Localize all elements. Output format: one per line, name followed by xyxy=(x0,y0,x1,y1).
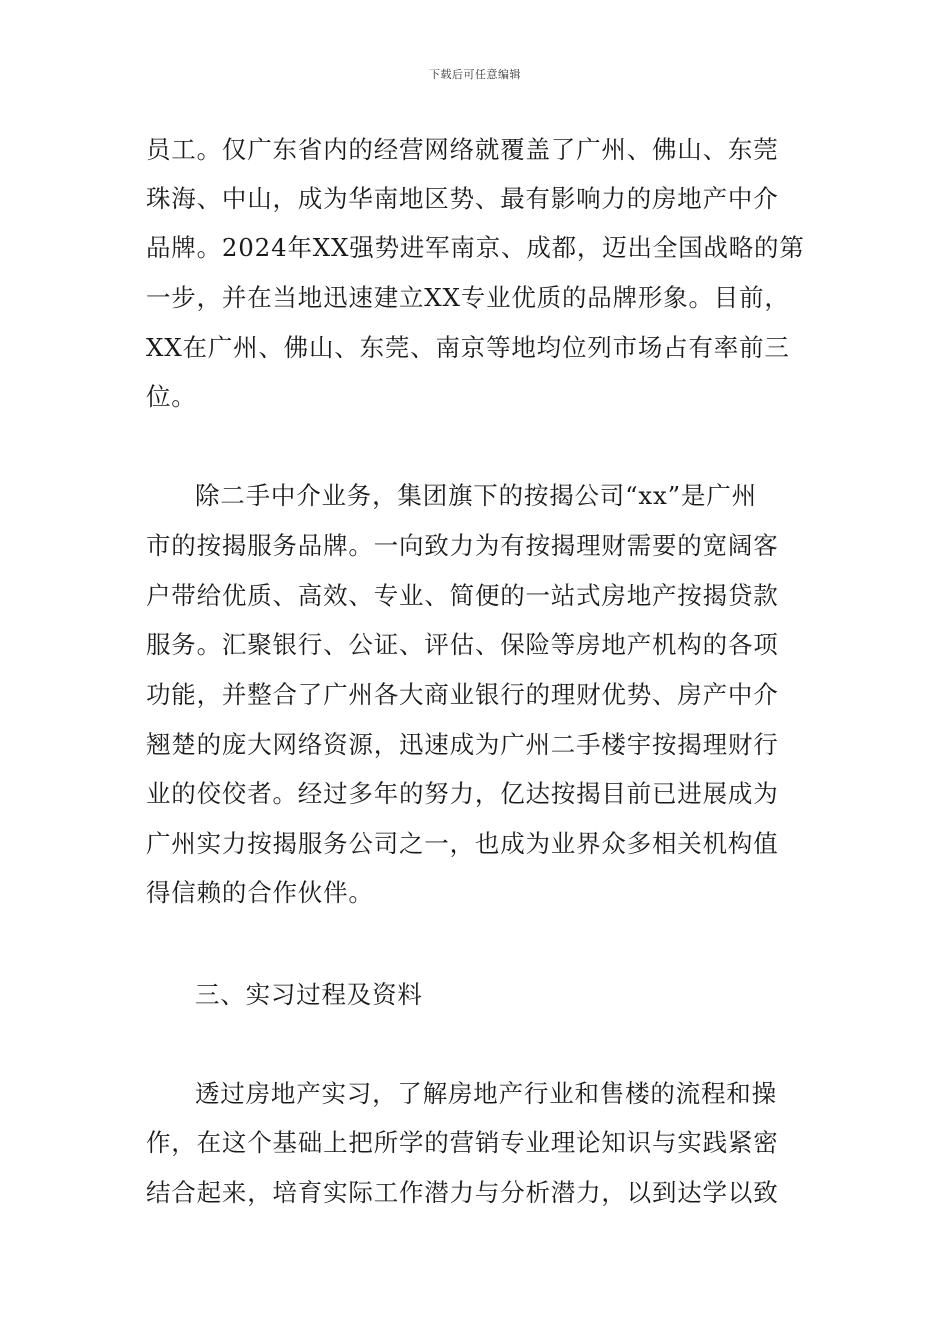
text-line: 作，在这个基础上把所学的营销专业理论知识与实践紧密 xyxy=(146,1128,779,1157)
text-line: 珠海、中山，成为华南地区势、最有影响力的房地产中介 xyxy=(146,184,779,213)
text-line: 市的按揭服务品牌。一向致力为有按揭理财需要的宽阔客 xyxy=(146,531,779,560)
page-header: 下载后可任意编辑 xyxy=(429,68,521,81)
text-line: 功能，并整合了广州各大商业银行的理财优势、房产中介 xyxy=(146,680,779,709)
text-line: 透过房地产实习，了解房地产行业和售楼的流程和操 xyxy=(195,1079,777,1108)
text-line: 广州实力按揭服务公司之一，也成为业界众多相关机构值 xyxy=(146,829,779,858)
text-line: 结合起来，培育实际工作潜力与分析潜力，以到达学以致 xyxy=(146,1178,779,1207)
text-line: 得信赖的合作伙伴。 xyxy=(146,878,374,907)
text-line: 位。 xyxy=(146,382,197,411)
text-line: 除二手中介业务，集团旗下的按揭公司“xx”是广州 xyxy=(195,481,757,510)
section-heading: 三、实习过程及资料 xyxy=(195,980,423,1009)
text-line: 一步，并在当地迅速建立XX专业优质的品牌形象。目前， xyxy=(146,283,790,312)
text-line: 员工。仅广东省内的经营网络就覆盖了广州、佛山、东莞 xyxy=(146,135,779,164)
text-line: 服务。汇聚银行、公证、评估、保险等房地产机构的各项 xyxy=(146,630,779,659)
text-line: 翘楚的庞大网络资源，迅速成为广州二手楼宇按揭理财行 xyxy=(146,730,779,759)
text-line: 业的佼佼者。经过多年的努力，亿达按揭目前已进展成为 xyxy=(146,779,779,808)
text-line: 品牌。2024年XX强势进军南京、成都，迈出全国战略的第 xyxy=(146,233,805,262)
text-line: XX在广州、佛山、东莞、南京等地均位列市场占有率前三 xyxy=(146,333,790,362)
text-line: 户带给优质、高效、专业、简便的一站式房地产按揭贷款 xyxy=(146,581,779,610)
